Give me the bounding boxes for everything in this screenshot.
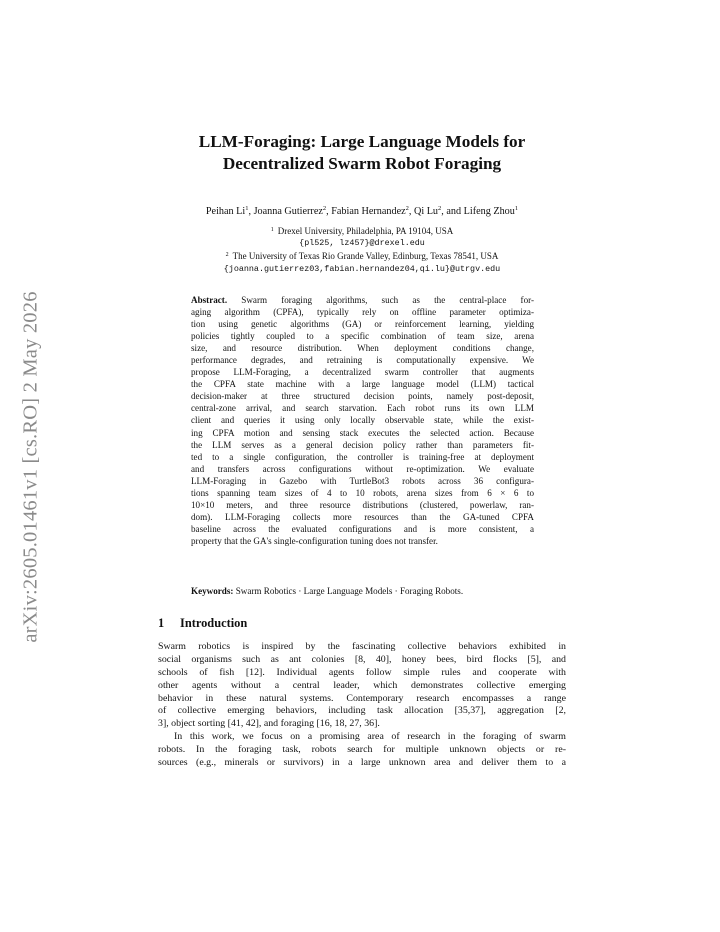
abstract-line: size, and resource distribution. When deployment conditions change, bbox=[191, 343, 534, 354]
abstract-line: baseline across the evaluated configurations and is more consistent, a bbox=[191, 523, 534, 534]
author: Qi Lu$^2$ bbox=[413, 205, 442, 217]
keywords bbox=[191, 585, 534, 597]
author: Fabian Hernandez$^2$ bbox=[331, 205, 409, 217]
affiliation-institution: $^2$ The University of Texas Rio Grande Valley, Edinburg, Texas 78541, USA bbox=[225, 251, 499, 262]
abstract-line: decision-maker at three structured decision points, namely post-deposit, bbox=[191, 391, 534, 402]
paper-title bbox=[158, 131, 566, 175]
body-line: behavior in these natural systems. Contemporary research encompasses a range bbox=[158, 692, 566, 704]
body-line: In this work, we focus on a promising area of research in the foraging of swarm bbox=[174, 731, 566, 743]
abstract bbox=[191, 294, 534, 547]
abstract-line: the LLM serves as a general decision policy rather than parameters fit- bbox=[191, 439, 534, 450]
author-list: Peihan Li$^1$, Joanna Gutierrez$^2$, Fabian Hernandez$^2$, Qi Lu$^2$, and Lifeng Zhou$^1$ bbox=[205, 205, 519, 217]
abstract-line: ing CPFA motion and sensing stack executes the selected action. Because bbox=[191, 427, 534, 438]
body-line: of collective emerging behaviors, including task allocation [35,37], aggregation [2, bbox=[158, 705, 566, 717]
abstract-line: client and queries it using only locally observable state, while the exist- bbox=[191, 415, 534, 426]
body-line: other agents without a central leader, which demonstrates collective emerging bbox=[158, 679, 566, 691]
abstract-line: tions spanning team sizes of 4 to 10 robots, arena sizes from 6 × 6 to bbox=[191, 487, 534, 498]
body-line: 3], object sorting [41, 42], and foraging [16, 18, 27, 36]. bbox=[158, 718, 380, 730]
author: Joanna Gutierrez$^2$ bbox=[253, 205, 327, 217]
affiliation-email: {joanna.gutierrez03,fabian.hernandez04,qi.lu}@utrgv.edu bbox=[223, 263, 501, 274]
abstract-line: the CPFA state machine with a large language model (LLM) tactical bbox=[191, 379, 534, 390]
abstract-line: LLM-Foraging in Gazebo with TurtleBot3 robots across 36 configura- bbox=[191, 475, 534, 486]
affiliation-institution: $^1$ Drexel University, Philadelphia, PA 19104, USA bbox=[270, 226, 454, 236]
introduction-body bbox=[158, 641, 566, 770]
body-line: social organisms such as ant colonies [8, 40], honey bees, bird flocks [5], and bbox=[158, 653, 566, 665]
title-line-2: Decentralized Swarm Robot Foraging bbox=[222, 154, 502, 173]
abstract-line: property that the GA's single-configuration tuning does not transfer. bbox=[191, 535, 438, 546]
keywords-text: Swarm Robotics · Large Language Models · Foraging Robots. bbox=[235, 586, 464, 596]
abstract-line: dom). LLM-Foraging collects more resources than the GA-tuned CPFA bbox=[191, 511, 534, 522]
affiliation-email: {pl525, lz457}@drexel.edu bbox=[299, 238, 425, 249]
abstract-label: Abstract. bbox=[191, 295, 228, 305]
abstract-line: ted to a single configuration, the controller is training-free at deployment bbox=[191, 451, 534, 462]
keywords-label: Keywords: bbox=[191, 586, 234, 596]
body-line: Swarm robotics is inspired by the fascinating collective behaviors exhibited in bbox=[158, 641, 566, 652]
abstract-line: 10×10 meters, and three resource distributions (clustered, powerlaw, ran- bbox=[191, 499, 534, 510]
abstract-line: Abstract. Swarm foraging algorithms, such as the central-place for- bbox=[191, 295, 534, 305]
body-line: sources (e.g., minerals or survivors) in a large unknown area and deliver them to a bbox=[158, 757, 566, 769]
section-heading bbox=[158, 616, 247, 631]
section-title: Introduction bbox=[180, 616, 248, 630]
arxiv-side-stamp bbox=[6, 262, 56, 672]
section-number: 1 bbox=[158, 616, 165, 630]
abstract-line: and transfers across configurations without re-optimization. We evaluate bbox=[191, 463, 534, 474]
abstract-line: central-zone arrival, and search starvation. Each robot runs its own LLM bbox=[191, 403, 534, 414]
abstract-line: performance degrades, and retraining is computationally expensive. We bbox=[191, 355, 534, 366]
body-line: schools of fish [12]. Individual agents follow simple rules and cooperate with bbox=[158, 666, 566, 678]
arxiv-identifier: arXiv:2605.01461v1 [cs.RO] 2 May 2026 bbox=[19, 291, 42, 643]
author: Peihan Li$^1$ bbox=[205, 205, 249, 217]
title-line-1: LLM-Foraging: Large Language Models for bbox=[198, 132, 526, 151]
abstract-line: policies tightly coupled to a specific combination of team size, arena bbox=[191, 331, 534, 342]
body-line: robots. In the foraging task, robots search for multiple unknown objects or re- bbox=[158, 744, 566, 756]
abstract-line: aging algorithm (CPFA), typically rely on offline parameter optimiza- bbox=[191, 307, 534, 318]
affiliations bbox=[148, 224, 576, 275]
abstract-line: tion using genetic algorithms (GA) or reinforcement learning, yielding bbox=[191, 319, 534, 330]
abstract-line: propose LLM-Foraging, a decentralized swarm controller that augments bbox=[191, 367, 534, 378]
author: Lifeng Zhou$^1$ bbox=[463, 205, 519, 217]
